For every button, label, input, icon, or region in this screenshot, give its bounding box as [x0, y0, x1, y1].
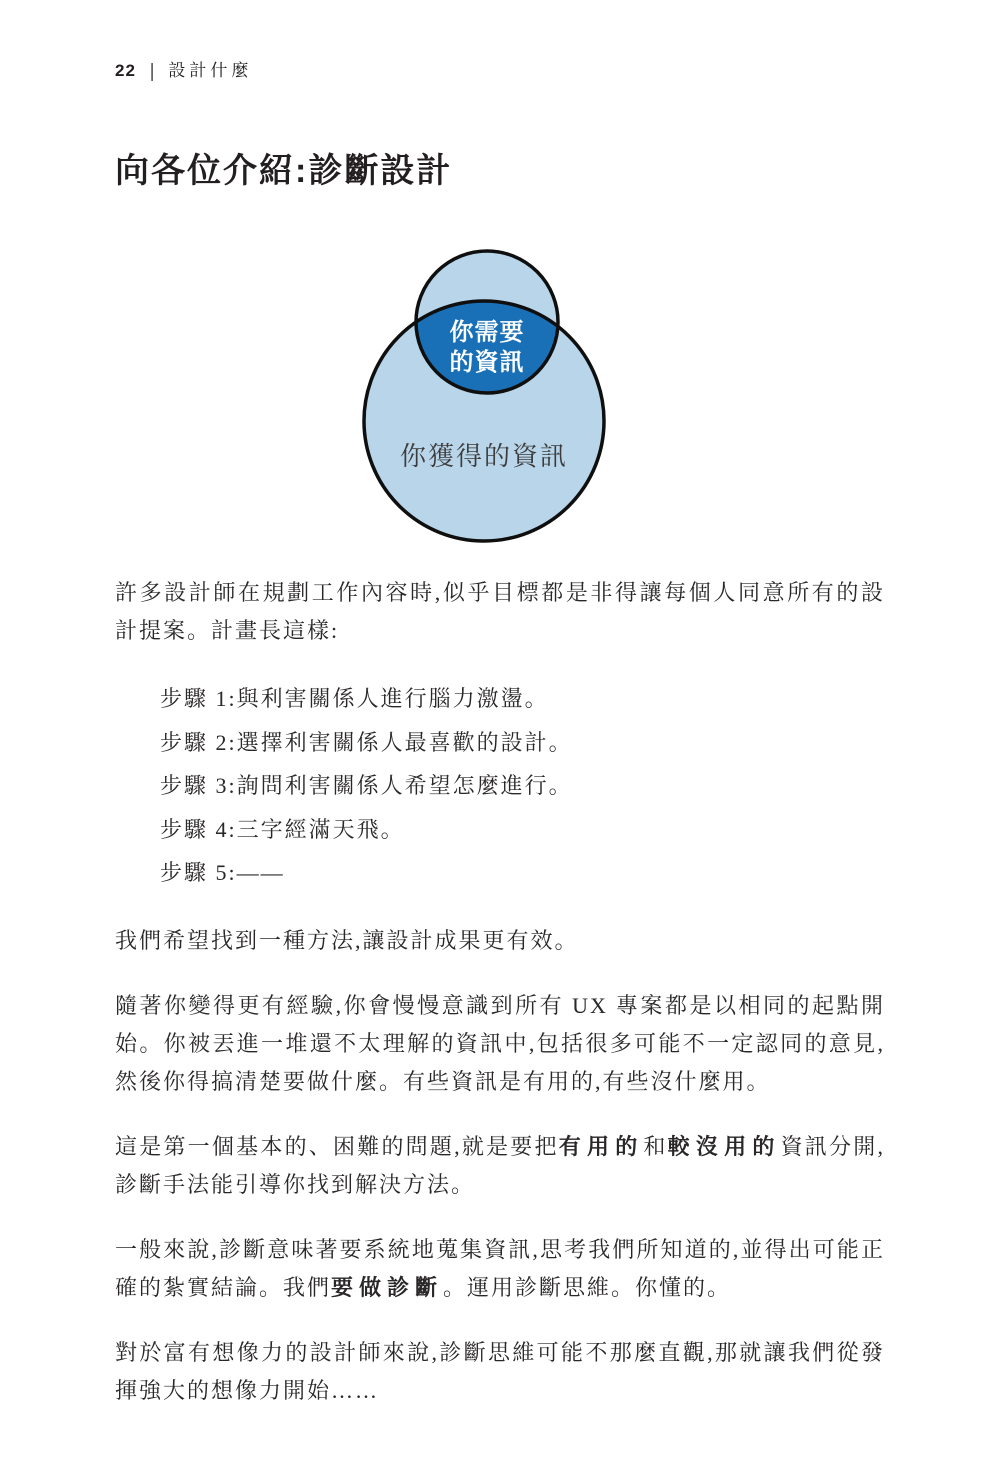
chapter-title: 向各位介紹:診斷設計: [115, 152, 453, 190]
page-content: [115, 0, 885, 1410]
paragraph-useful-vs-useless: [115, 1128, 885, 1204]
paragraph-imagination: [115, 1334, 885, 1410]
body-text: 和: [643, 1133, 668, 1159]
step-item-2: 步驟 2:選擇利害關係人最喜歡的設計。: [160, 729, 573, 755]
body-text: 。運用診斷思維。你懂的。: [443, 1274, 732, 1300]
step-item-1: 步驟 1:與利害關係人進行腦力激盪。: [160, 686, 549, 711]
received-label: 你獲得的資訊: [399, 441, 569, 471]
emphasis-text: 要做診斷: [331, 1274, 444, 1300]
needed-label-line2: 的資訊: [449, 349, 525, 376]
step-item-4: 步驟 4:三字經滿天飛。: [160, 816, 405, 842]
body-copy: [115, 574, 885, 1410]
body-text: 我們希望找到一種方法,讓設計成果更有效。: [115, 927, 579, 953]
paragraph-diagnosis: [115, 1231, 885, 1307]
emphasis-text: 較沒用的: [667, 1133, 781, 1159]
venn-svg: [342, 234, 642, 558]
body-text: 一般來說,診斷意味著要系統地蒐集資訊,思考我們所知道的,並得出可能正確的紮實結論。我們: [115, 1236, 885, 1300]
body-text: 這是第一個基本的、困難的問題,就是要把: [115, 1133, 559, 1159]
emphasis-text: 有用的: [558, 1133, 644, 1159]
body-text: 對於富有想像力的設計師來說,診斷思維可能不那麼直觀,那就讓我們從發揮強大的想像力開始……: [115, 1339, 885, 1403]
steps-list: [115, 677, 885, 895]
paragraph-experience: [115, 987, 885, 1101]
step-item-3: 步驟 3:詢問利害關係人希望怎麼進行。: [160, 773, 573, 798]
page-number: 22: [115, 61, 136, 80]
body-text: 資訊分開,診斷手法能引導你找到解決方法。: [115, 1133, 885, 1197]
paragraph-method: [115, 922, 885, 960]
intro-paragraph: [115, 574, 885, 650]
needed-label-line1: 你需要: [449, 319, 525, 346]
venn-diagram: [115, 234, 885, 558]
header-divider: |: [149, 59, 155, 82]
step-item-5: 步驟 5:——: [160, 860, 285, 885]
body-text: 許多設計師在規劃工作內容時,似乎目標都是非得讓每個人同意所有的設計提案。計畫長這樣:: [115, 580, 885, 643]
running-header: [115, 0, 885, 81]
body-text: 隨著你變得更有經驗,你會慢慢意識到所有 UX 專案都是以相同的起點開始。你被丟進一堆還不太理解的資訊中,包括很多可能不一定認同的意見,然後你得搞清楚要做什麼。有些資訊是有用的,有些沒什麼用。: [115, 992, 885, 1094]
running-title: 設計什麼: [168, 61, 253, 80]
